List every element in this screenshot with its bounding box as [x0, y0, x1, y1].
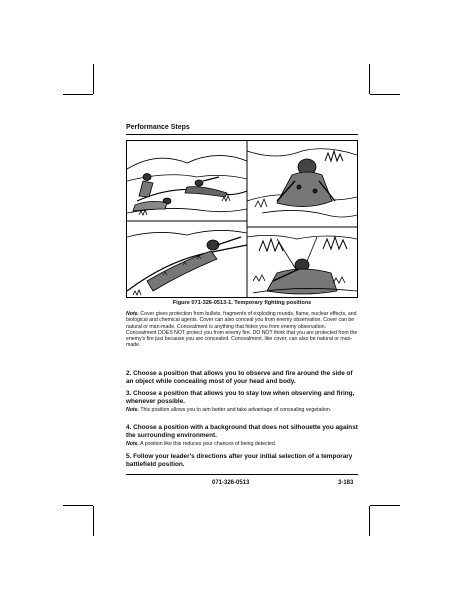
step-number: 2. — [126, 370, 132, 377]
step-number: 4. — [126, 424, 132, 431]
page-number: 3-183 — [338, 480, 354, 486]
step-number: 5. — [126, 453, 132, 460]
crop-mark-bottom-right-h — [370, 505, 400, 506]
figure-illustration — [126, 140, 358, 298]
note-label: Note. — [126, 441, 139, 447]
step-2 — [126, 370, 358, 385]
step-4 — [126, 424, 358, 439]
crop-mark-bottom-right-v — [369, 506, 370, 536]
crop-mark-top-right-v — [369, 64, 370, 94]
section-header: Performance Steps — [126, 124, 190, 131]
panel-top-right — [247, 149, 357, 217]
crop-mark-top-left-h — [63, 94, 93, 95]
step-4-note — [126, 441, 358, 447]
fighting-positions-drawing — [127, 141, 357, 297]
step-text: Choose a position that allows you to stay low when observing and firing, whenever possible. — [126, 390, 355, 405]
step-5 — [126, 453, 358, 468]
step-number: 3. — [126, 390, 132, 397]
note-label: Note. — [126, 407, 139, 413]
intro-note — [126, 311, 358, 349]
crop-mark-bottom-left-h — [63, 505, 93, 506]
panel-bottom-left — [127, 230, 247, 295]
footer-rule — [126, 474, 358, 475]
step-text: Follow your leader's directions after your initial selection of a temporary battlefield position. — [126, 453, 353, 468]
figure-caption: Figure 071-326-0513-1. Temporary fighting positions — [172, 300, 312, 306]
note-text: Cover gives protection from bullets, fragments of exploding rounds, flame, nuclear effects, and biological and chemical agents. Cover can also conceal you from enemy observation. Cover can be natural or man-made. Concealment is anything that hides you from enemy observation. Concealment DOES NOT protect you from enemy fire. DO NOT think that you are protected from the enemy's fire just because you are concealed. Concealment, like cover, can also be natural or man-made. — [126, 311, 358, 349]
crop-mark-top-right-h — [370, 94, 400, 95]
panel-top-left — [127, 155, 247, 215]
note-text: This position allows you to aim better and take advantage of concealing vegetation. — [138, 407, 332, 413]
step-text: Choose a position with a background that does not silhouette you against the surrounding environment. — [126, 424, 358, 439]
note-text: A position like this reduces your chances of being detected. — [138, 441, 277, 447]
panel-bottom-right — [247, 235, 357, 294]
note-label: Note. — [126, 311, 139, 317]
header-rule — [126, 134, 358, 135]
step-text: Choose a position that allows you to observe and fire around the side of an object while concealing most of your head and body. — [126, 370, 353, 385]
task-code: 071-326-0513 — [212, 480, 250, 486]
step-3-note — [126, 407, 358, 413]
step-3 — [126, 390, 358, 405]
crop-mark-bottom-left-v — [93, 506, 94, 536]
crop-mark-top-left-v — [93, 64, 94, 94]
